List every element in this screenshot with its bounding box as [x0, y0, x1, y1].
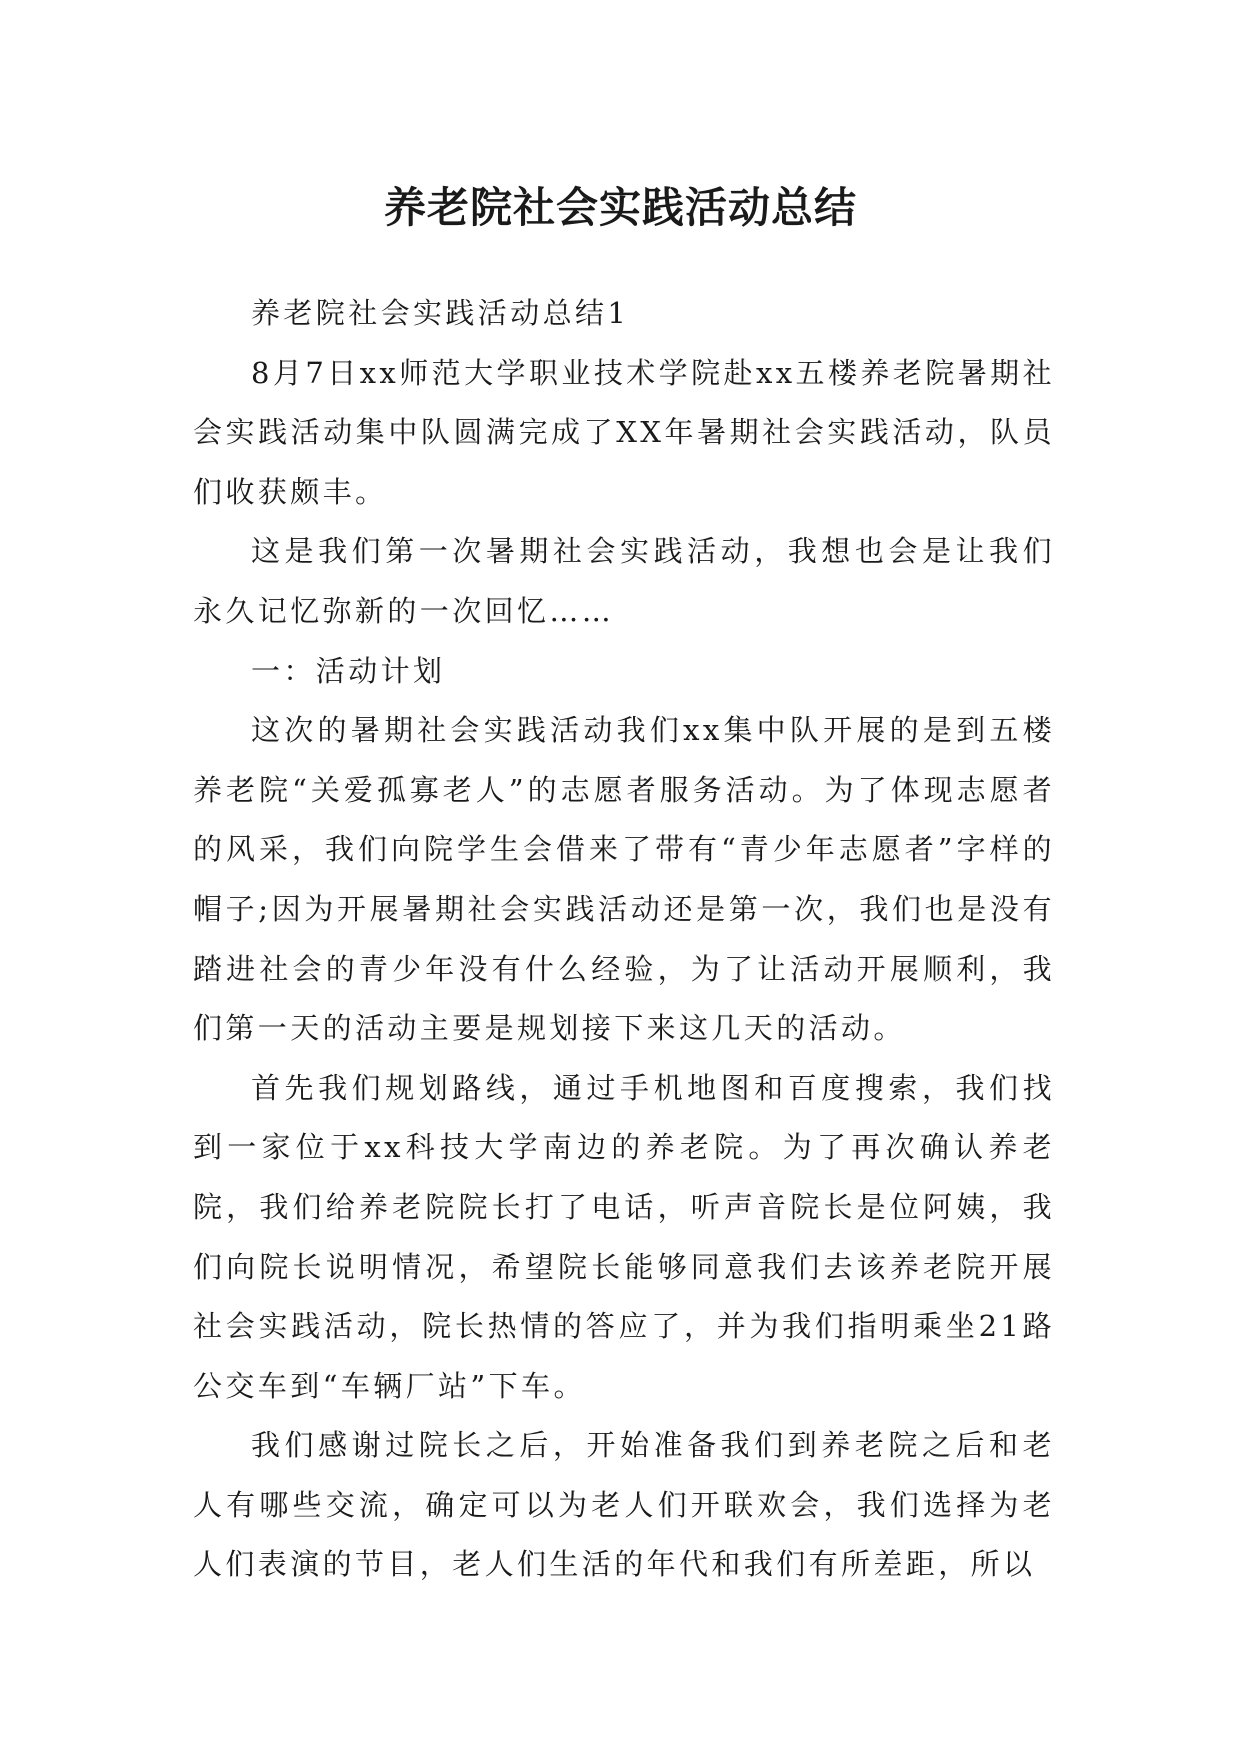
page-title: 养老院社会实践活动总结	[383, 183, 857, 233]
paragraph: 8月7日xx师范大学职业技术学院赴xx五楼养老院暑期社会实践活动集中队圆满完成了XX年暑期社会实践活动，队员们收获颇丰。	[193, 355, 1055, 509]
paragraph: 首先我们规划路线，通过手机地图和百度搜索，我们找到一家位于xx科技大学南边的养老院。为了再次确认养老院，我们给养老院院长打了电话，听声音院长是位阿姨，我们向院长说明情况，希望院长能够同意我们去该养老院开展社会实践活动，院长热情的答应了，并为我们指明乘坐21路公交车到“车辆厂站”下车。	[193, 1070, 1055, 1403]
section-heading: 养老院社会实践活动总结1	[251, 296, 630, 330]
document-body	[193, 284, 1055, 1595]
paragraph: 这次的暑期社会实践活动我们xx集中队开展的是到五楼养老院“关爱孤寡老人”的志愿者服务活动。为了体现志愿者的风采，我们向院学生会借来了带有“青少年志愿者”字样的帽子;因为开展暑期社会实践活动还是第一次，我们也是没有踏进社会的青少年没有什么经验，为了让活动开展顺利，我们第一天的活动主要是规划接下来这几天的活动。	[193, 713, 1055, 1046]
subsection-heading: 一：活动计划	[251, 653, 446, 688]
paragraph: 我们感谢过院长之后，开始准备我们到养老院之后和老人有哪些交流，确定可以为老人们开联欢会，我们选择为老人们表演的节目，老人们生活的年代和我们有所差距，所以	[193, 1428, 1055, 1582]
paragraph: 这是我们第一次暑期社会实践活动，我想也会是让我们永久记忆弥新的一次回忆……	[193, 534, 1055, 628]
